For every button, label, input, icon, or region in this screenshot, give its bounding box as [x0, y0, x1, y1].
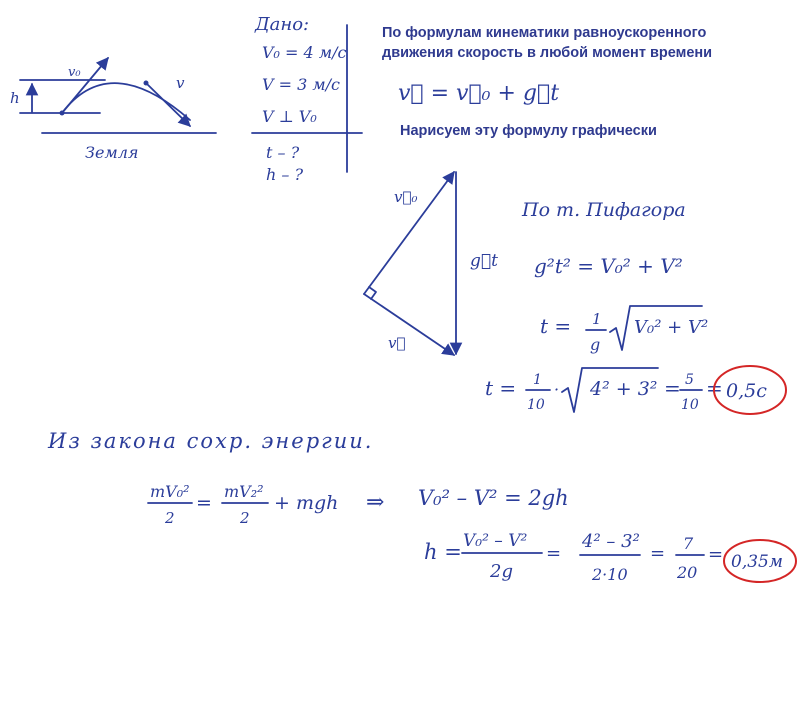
- energy-plus-mgh: + mgh: [274, 492, 339, 514]
- sketch-v0-label: v₀: [68, 65, 81, 80]
- t-formula-frac-num: 1: [592, 310, 602, 328]
- t-calc-dot: ·: [554, 380, 560, 399]
- given-perp: V ⊥ V₀: [262, 107, 317, 126]
- t-calc-num: 5: [685, 372, 694, 388]
- t-calc-den: 10: [681, 397, 699, 413]
- vector-formula: v⃗ = v⃗₀ + g⃗t: [398, 81, 560, 106]
- energy-eq: =: [196, 492, 212, 514]
- triangle-v-side: [364, 294, 454, 355]
- start-point: [60, 111, 65, 116]
- header-line-1: По формулам кинематики равноускоренного: [382, 25, 707, 41]
- energy-result: V₀² – V² = 2gh: [418, 486, 569, 510]
- graphic-subtitle: Нарисуем эту формулу графически: [400, 123, 657, 139]
- given-title: Дано:: [255, 14, 310, 35]
- sketch-h-label: h: [10, 89, 20, 107]
- t-formula-left: t =: [540, 314, 572, 338]
- header-line-2: движения скорость в любой момент времени: [382, 45, 713, 61]
- trajectory-sketch: [10, 58, 216, 162]
- t-calc-root: 4² + 3²: [590, 378, 658, 400]
- find-t: t – ?: [266, 143, 300, 162]
- h-eq4: =: [708, 544, 724, 565]
- t-calc-frac-num: 1: [533, 372, 542, 388]
- h-eq2: =: [546, 543, 562, 564]
- sketch-v-label: v: [176, 74, 185, 92]
- t-calc-frac-den: 10: [527, 397, 545, 413]
- h-formula-num: V₀² – V²: [463, 531, 528, 551]
- t-formula-root: V₀² + V²: [634, 317, 709, 338]
- answer-h: 0,35м: [731, 552, 783, 572]
- ground-label: Земля: [85, 143, 139, 162]
- given-v0: V₀ = 4 м/с: [262, 43, 347, 62]
- t-calc-eq: =: [664, 376, 681, 400]
- h-num3: 7: [683, 534, 694, 553]
- later-point: [144, 81, 149, 86]
- energy-f2-num: mV₂²: [224, 482, 264, 501]
- t-calc-eq2: =: [706, 376, 723, 400]
- pythagoras-title: По т. Пифагора: [522, 199, 686, 221]
- h-num2: 4² – 3²: [582, 531, 640, 552]
- pythagoras-block: [485, 199, 786, 414]
- energy-f1-den: 2: [165, 509, 175, 527]
- t-formula-frac-den: g: [590, 335, 601, 354]
- triangle-v-label: v⃗: [388, 334, 406, 352]
- given-v: V = 3 м/с: [262, 75, 341, 94]
- find-h: h – ?: [266, 165, 304, 184]
- h-formula-den: 2g: [490, 561, 513, 582]
- h-formula-left: h =: [424, 540, 462, 564]
- given-block: [252, 14, 362, 184]
- h-eq3: =: [650, 543, 666, 564]
- h-den3: 20: [677, 563, 698, 582]
- energy-implies: ⇒: [366, 490, 385, 515]
- energy-f2-den: 2: [240, 509, 250, 527]
- energy-f1-num: mV₀²: [150, 482, 190, 501]
- answer-t: 0,5c: [726, 380, 767, 402]
- t-calc-left: t =: [485, 376, 517, 400]
- triangle-v0-label: v⃗₀: [394, 188, 418, 206]
- triangle-gt-label: g⃗t: [470, 251, 498, 271]
- energy-block: [47, 429, 796, 584]
- energy-title: Из закона сохр. энергии.: [48, 429, 374, 453]
- h-den2: 2·10: [592, 565, 628, 584]
- vector-triangle: [364, 172, 498, 355]
- pythagoras-eq1: g²t² = V₀² + V²: [534, 254, 683, 278]
